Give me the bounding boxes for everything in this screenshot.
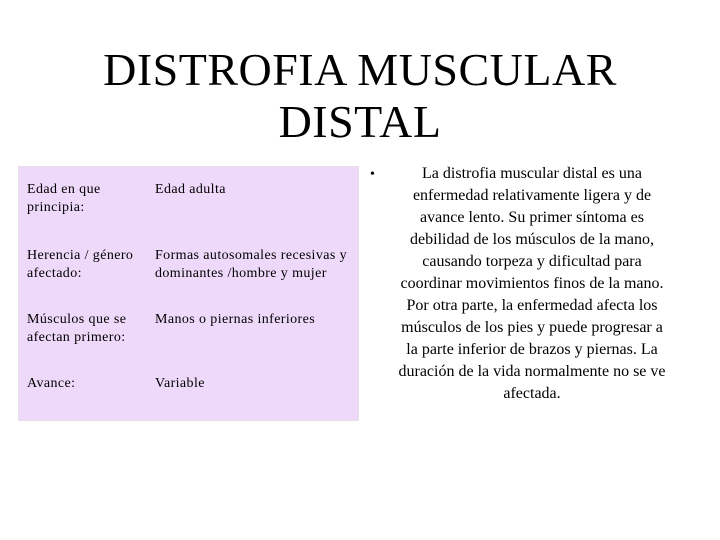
slide-title-line-2: DISTAL [278, 96, 442, 147]
row-label-muscles: Músculos que se afectan primero: [27, 312, 127, 345]
slide-title-line-1: DISTROFIA MUSCULAR [103, 44, 617, 95]
bullet-marker: • [370, 167, 375, 182]
slide-title [60, 44, 660, 148]
row-label-progression: Avance: [27, 376, 76, 391]
row-label-inheritance: Herencia / género afectado: [27, 248, 134, 281]
row-value-muscles: Manos o piernas inferiores [155, 312, 316, 327]
description-text: La distrofia muscular distal es una enfermedad relativamente ligera y de avance lento. Su primer síntoma es debilidad de los músculos de la mano, causando torpeza y dificultad para coordinar movimientos finos de la mano. Por otra parte, la enfermedad afecta los músculos de los pies y puede progresar a la parte inferior de brazos y piernas. La duración de la vida normalmente no se ve afectada. [398, 165, 666, 402]
info-table [18, 166, 359, 421]
row-value-progression: Variable [155, 376, 205, 391]
row-value-inheritance: Formas autosomales recesivas y dominantes /hombre y mujer [155, 248, 348, 281]
row-label-onset: Edad en que principia: [27, 182, 101, 215]
row-value-onset: Edad adulta [155, 182, 226, 197]
